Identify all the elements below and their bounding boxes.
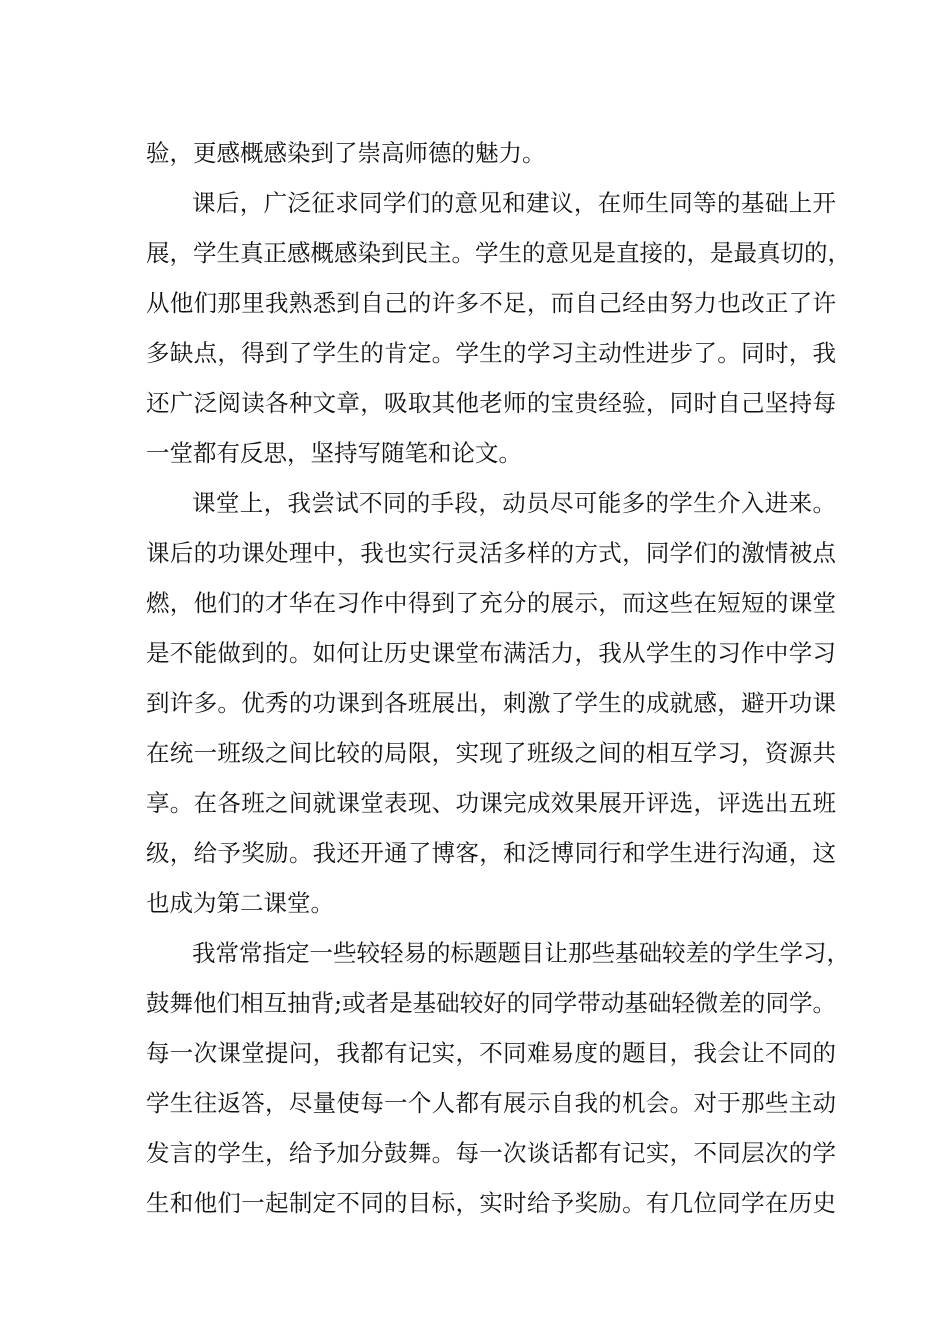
- text-line: 级，给予奖励。我还开通了博客，和泛博同行和学生进行沟通，这: [146, 839, 836, 867]
- text-line: 是不能做到的。如何让历史课堂布满活力，我从学生的习作中学习: [146, 639, 836, 667]
- text-line: 学生往返答，尽量使每一个人都有展示自我的机会。对于那些主动: [146, 1089, 836, 1117]
- text-line: 还广泛阅读各种文章，吸取其他老师的宝贵经验，同时自己坚持每: [146, 389, 836, 417]
- text-line: 发言的学生，给予加分鼓舞。每一次谈话都有记实，不同层次的学: [146, 1139, 836, 1167]
- text-line: 也成为第二课堂。: [146, 889, 334, 917]
- text-line: 到许多。优秀的功课到各班展出，刺激了学生的成就感，避开功课: [146, 689, 836, 717]
- body-text: [146, 128, 851, 1228]
- text-line: 在统一班级之间比较的局限，实现了班级之间的相互学习，资源共: [146, 739, 836, 767]
- text-line: 一堂都有反思，坚持写随笔和论文。: [146, 439, 522, 467]
- text-line: 我常常指定一些较轻易的标题题目让那些基础较差的学生学习，: [192, 939, 850, 967]
- text-line: 生和他们一起制定不同的目标，实时给予奖励。有几位同学在历史: [146, 1189, 836, 1217]
- text-line: 多缺点，得到了学生的肯定。学生的学习主动性进步了。同时，我: [146, 339, 836, 367]
- text-line: 从他们那里我熟悉到自己的许多不足，而自己经由努力也改正了许: [146, 289, 836, 317]
- text-line: 燃，他们的才华在习作中得到了充分的展示，而这些在短短的课堂: [146, 589, 836, 617]
- text-line: 课后，广泛征求同学们的意见和建议，在师生同等的基础上开: [192, 189, 836, 217]
- text-line: 享。在各班之间就课堂表现、功课完成效果展开评选，评选出五班: [146, 789, 836, 817]
- text-line: 鼓舞他们相互抽背;或者是基础较好的同学带动基础轻微差的同学。: [146, 989, 836, 1017]
- text-line: 课后的功课处理中，我也实行灵活多样的方式，同学们的激情被点: [146, 539, 836, 567]
- text-line: 验，更感概感染到了崇高师德的魅力。: [146, 139, 546, 167]
- text-line: 课堂上，我尝试不同的手段，动员尽可能多的学生介入进来。: [192, 489, 836, 517]
- text-line: 展，学生真正感概感染到民主。学生的意见是直接的，是最真切的，: [146, 239, 851, 267]
- text-line: 每一次课堂提问，我都有记实，不同难易度的题目，我会让不同的: [146, 1039, 836, 1067]
